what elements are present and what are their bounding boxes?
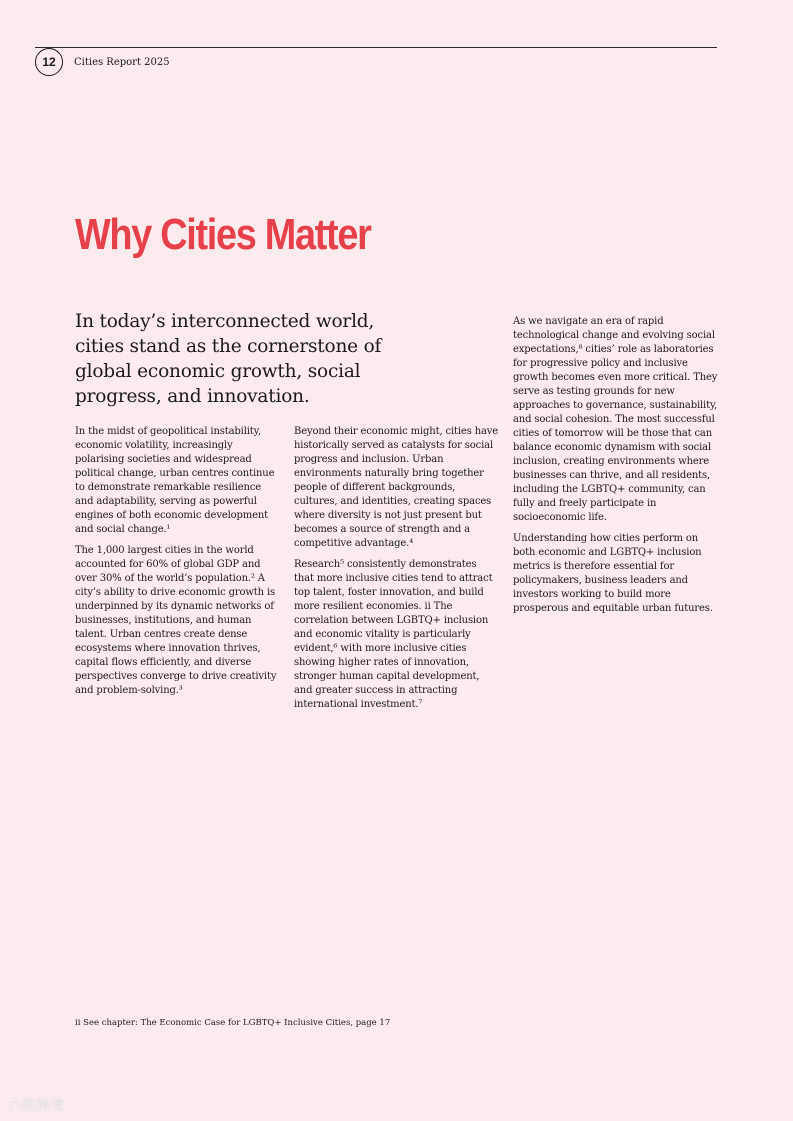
watermark: 六数跨境 — [8, 1098, 64, 1114]
body-paragraph: Understanding how cities perform on both economic and LGBTQ+ inclusion metrics is therefore essential for policymakers, business leaders and investors working to build more prosperous and equitable urban futures. — [513, 533, 713, 614]
body-paragraph: Research⁵ consistently demonstrates that more inclusive cities tend to attract top talent, foster innovation, and build more resilient economies. ii The correlation between LGBTQ+ inclusion and economic vitality is particularly evident,⁶ with more inclusive cities showing higher rates of innovation, stronger human capital development, and greater success in attracting international investment.⁷ — [294, 559, 493, 710]
lead-paragraph: In today’s interconnected world, cities stand as the cornerstone of global economic growth, social progress, and innovation. — [75, 311, 382, 407]
text-column-2 — [294, 425, 499, 719]
text-column-1 — [75, 425, 280, 705]
body-paragraph: The 1,000 largest cities in the world accounted for 60% of global GDP and over 30% of the world’s population.² A city’s ability to drive economic growth is underpinned by its dynamic networks of businesses, institutions, and human talent. Urban centres create dense ecosystems where innovation thrives, capital flows efficiently, and diverse perspectives converge to drive creativity and problem-solving.³ — [75, 545, 277, 696]
body-paragraph: In the midst of geopolitical instability, economic volatility, increasingly polarising societies and widespread political change, urban centres continue to demonstrate remarkable resilience and adaptability, serving as powerful engines of both economic development and social change.¹ — [75, 426, 275, 535]
report-title: Cities Report 2025 — [74, 57, 170, 68]
text-column-3 — [513, 315, 718, 623]
body-paragraph: Beyond their economic might, cities have historically served as catalysts for social progress and inclusion. Urban environments naturally bring together people of different backgrounds, cultures, and identities, creating spaces where diversity is not just present but becomes a source of strength and a competitive advantage.⁴ — [294, 426, 499, 549]
body-paragraph: As we navigate an era of rapid technological change and evolving social expectations,⁸ cities’ role as laboratories for progressive policy and inclusive growth becomes even more critical. They serve as testing grounds for new approaches to governance, sustainability, and social cohesion. The most successful cities of tomorrow will be those that can balance economic dynamism with social inclusion, creating environments where businesses can thrive, and all residents, including the LGBTQ+ community, can fully and freely participate in socioeconomic life. — [513, 316, 718, 523]
page-number: 12 — [35, 48, 63, 76]
page-title: Why Cities Matter — [75, 210, 371, 259]
footnote: ii See chapter: The Economic Case for LGBTQ+ Inclusive Cities, page 17 — [75, 1018, 391, 1028]
header-rule — [35, 47, 717, 48]
page-header — [35, 47, 717, 77]
